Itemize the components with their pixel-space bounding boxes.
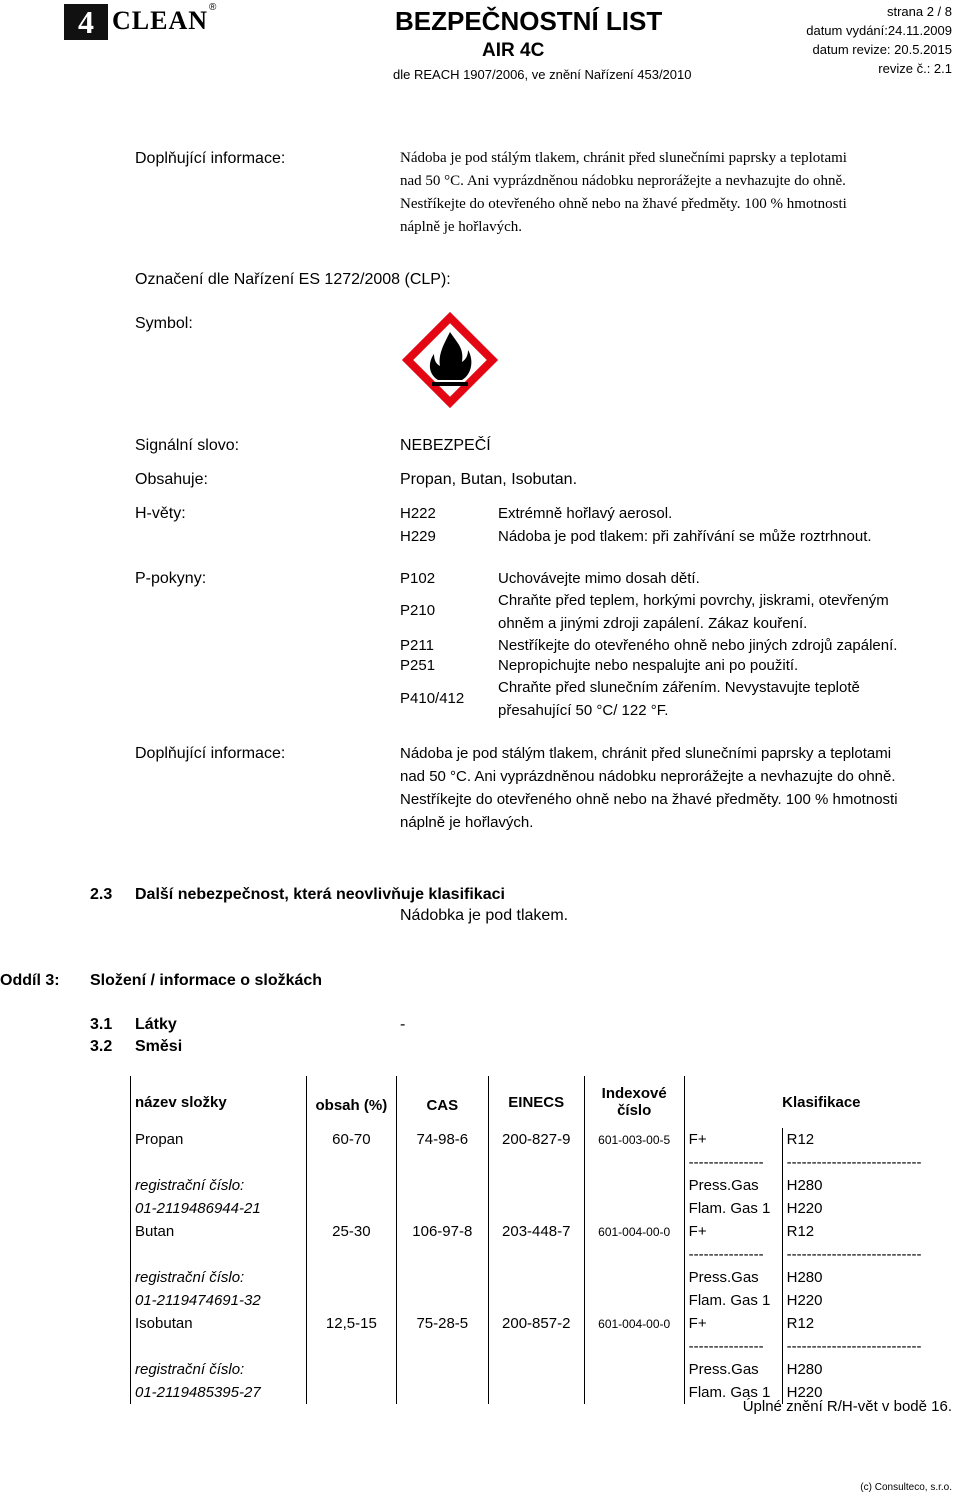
p-code: P211 — [400, 637, 434, 654]
empty-cell — [488, 1243, 584, 1266]
top-info-label: Doplňující informace: — [135, 150, 286, 167]
flame-base — [432, 382, 468, 386]
empty-cell — [306, 1151, 396, 1174]
document-title: BEZPEČNOSTNÍ LIST — [395, 6, 663, 36]
cell-cls-b2: H280 — [782, 1358, 958, 1381]
p-text: přesahující 50 °C/ 122 °F. — [498, 702, 669, 719]
cell-cas: 74-98-6 — [396, 1128, 488, 1151]
h-text: Nádoba je pod tlakem: při zahřívání se může roztrhnout. — [498, 528, 872, 545]
issue-date: datum vydání:24.11.2009 — [806, 23, 952, 38]
empty-cell — [306, 1381, 396, 1404]
cell-dash-a: --------------- — [684, 1151, 782, 1174]
table-footnote: Úplné znění R/H-vět v bodě 16. — [742, 1398, 952, 1415]
empty-cell — [306, 1174, 396, 1197]
empty-cell — [396, 1197, 488, 1220]
empty-cell — [306, 1197, 396, 1220]
empty-cell — [584, 1243, 684, 1266]
empty-cell — [396, 1174, 488, 1197]
registered-mark: ® — [209, 2, 217, 13]
copyright: (c) Consulteco, s.r.o. — [860, 1482, 952, 1493]
empty-cell — [584, 1335, 684, 1358]
section-text: Nádobka je pod tlakem. — [400, 907, 569, 924]
p-text: Nestříkejte do otevřeného ohně nebo jiných zdrojů zapálení. — [498, 637, 898, 654]
h-code: H229 — [400, 528, 436, 545]
cell-index: 601-004-00-0 — [584, 1312, 684, 1335]
regulation-note: dle REACH 1907/2006, ve znění Nařízení 453/2010 — [393, 67, 692, 82]
header-einecs: EINECS — [488, 1076, 584, 1128]
p-code: P251 — [400, 657, 436, 674]
header-index-line2: číslo — [617, 1102, 652, 1119]
table-row — [131, 1220, 959, 1243]
empty-cell — [584, 1358, 684, 1381]
flame-pictogram-icon — [398, 308, 502, 412]
empty-cell — [306, 1243, 396, 1266]
empty-cell — [488, 1381, 584, 1404]
cell-cls-a2: Press.Gas — [684, 1174, 782, 1197]
empty-cell — [488, 1335, 584, 1358]
section-number: 2.3 — [90, 886, 113, 903]
cell-index: 601-004-00-0 — [584, 1220, 684, 1243]
p-text: Chraňte před teplem, horkými povrchy, jiskrami, otevřeným — [498, 592, 889, 609]
p-text: Nepropichujte nebo nespalujte ani po použití. — [498, 657, 799, 674]
composition-table — [130, 1076, 958, 1404]
cell-name: Propan — [131, 1128, 307, 1151]
section-title: Další nebezpečnost, která neovlivňuje klasifikaci — [135, 886, 505, 903]
empty-cell — [488, 1174, 584, 1197]
table-subrow — [131, 1335, 959, 1358]
cell-content: 12,5-15 — [306, 1312, 396, 1335]
empty-cell — [306, 1358, 396, 1381]
top-info-line: Nestříkejte do otevřeného ohně nebo na žhavé předměty. 100 % hmotnosti — [400, 196, 847, 212]
empty-cell — [131, 1151, 307, 1174]
cell-reg-no: 01-2119485395-27 — [131, 1381, 307, 1404]
subsection-number: 3.2 — [90, 1038, 113, 1055]
empty-cell — [396, 1266, 488, 1289]
cell-cls-b3: H220 — [782, 1289, 958, 1312]
empty-cell — [396, 1243, 488, 1266]
table-row — [131, 1312, 959, 1335]
cell-cas: 106-97-8 — [396, 1220, 488, 1243]
info-label: Doplňující informace: — [135, 745, 286, 762]
cell-cls-b3: H220 — [782, 1381, 958, 1404]
cell-cls-b1: R12 — [782, 1312, 958, 1335]
empty-cell — [306, 1289, 396, 1312]
table-subrow — [131, 1197, 959, 1220]
top-info-line: Nádoba je pod stálým tlakem, chránit před slunečními paprsky a teplotami — [400, 150, 847, 166]
clp-heading: Označení dle Nařízení ES 1272/2008 (CLP): — [135, 271, 451, 288]
empty-cell — [584, 1174, 684, 1197]
logo-text: CLEAN — [112, 6, 209, 35]
cell-cls-a1: F+ — [684, 1128, 782, 1151]
empty-cell — [584, 1266, 684, 1289]
cell-index: 601-003-00-5 — [584, 1128, 684, 1151]
signal-word-label: Signální slovo: — [135, 437, 240, 454]
h-text: Extrémně hořlavý aerosol. — [498, 505, 673, 522]
cell-name: Butan — [131, 1220, 307, 1243]
header-content: obsah (%) — [306, 1076, 396, 1128]
h-statements-label: H-věty: — [135, 505, 186, 522]
cell-reg-label: registrační číslo: — [131, 1266, 307, 1289]
cell-einecs: 200-827-9 — [488, 1128, 584, 1151]
header-name: název složky — [131, 1076, 307, 1128]
empty-cell — [396, 1358, 488, 1381]
empty-cell — [131, 1335, 307, 1358]
info-line: nad 50 °C. Ani vyprázdněnou nádobku neprorážejte a nevhazujte do ohně. — [400, 768, 896, 785]
cell-name: Isobutan — [131, 1312, 307, 1335]
revision-number: revize č.: 2.1 — [878, 61, 952, 76]
table-header-row — [131, 1076, 959, 1128]
empty-cell — [584, 1151, 684, 1174]
cell-dash-a: --------------- — [684, 1335, 782, 1358]
top-info-line: nad 50 °C. Ani vyprázdněnou nádobku neprorážejte a nevhazujte do ohně. — [400, 173, 846, 189]
cell-dash-b: --------------------------- — [782, 1335, 958, 1358]
p-code: P210 — [400, 602, 436, 619]
signal-word-value: NEBEZPEČÍ — [400, 437, 491, 454]
revision-date: datum revize: 20.5.2015 — [812, 42, 952, 57]
contains-value: Propan, Butan, Isobutan. — [400, 471, 578, 488]
info-line: náplně je hořlavých. — [400, 814, 534, 831]
cell-cls-b1: R12 — [782, 1128, 958, 1151]
header-cas: CAS — [396, 1076, 488, 1128]
p-statements-label: P-pokyny: — [135, 570, 207, 587]
cell-reg-label: registrační číslo: — [131, 1358, 307, 1381]
section-title: Složení / informace o složkách — [90, 972, 323, 989]
cell-cls-b2: H280 — [782, 1174, 958, 1197]
empty-cell — [584, 1289, 684, 1312]
symbol-label: Symbol: — [135, 315, 193, 332]
empty-cell — [488, 1151, 584, 1174]
table-subrow — [131, 1243, 959, 1266]
cell-cls-a1: F+ — [684, 1220, 782, 1243]
empty-cell — [488, 1358, 584, 1381]
cell-einecs: 200-857-2 — [488, 1312, 584, 1335]
header-index-line1: Indexové — [601, 1085, 667, 1102]
header-index — [584, 1076, 684, 1128]
table-subrow — [131, 1174, 959, 1197]
cell-cls-b2: H280 — [782, 1266, 958, 1289]
section-label: Oddíl 3: — [0, 972, 60, 989]
header-classification: Klasifikace — [684, 1076, 958, 1128]
empty-cell — [396, 1335, 488, 1358]
cell-content: 60-70 — [306, 1128, 396, 1151]
cell-einecs: 203-448-7 — [488, 1220, 584, 1243]
cell-cls-a1: F+ — [684, 1312, 782, 1335]
page-number: strana 2 / 8 — [886, 4, 952, 19]
table-subrow — [131, 1358, 959, 1381]
cell-cls-a3: Flam. Gas 1 — [684, 1197, 782, 1220]
empty-cell — [488, 1266, 584, 1289]
cell-dash-b: --------------------------- — [782, 1243, 958, 1266]
table-subrow — [131, 1289, 959, 1312]
top-info-line: náplně je hořlavých. — [400, 219, 523, 235]
cell-cls-a3: Flam. Gas 1 — [684, 1381, 782, 1404]
p-code: P102 — [400, 570, 436, 587]
cell-cls-b1: R12 — [782, 1220, 958, 1243]
table-subrow — [131, 1266, 959, 1289]
subsection-number: 3.1 — [90, 1016, 113, 1033]
empty-cell — [584, 1381, 684, 1404]
info-line: Nádoba je pod stálým tlakem, chránit před slunečními paprsky a teplotami — [400, 745, 892, 762]
product-name: AIR 4C — [482, 40, 545, 61]
cell-reg-no: 01-2119486944-21 — [131, 1197, 307, 1220]
cell-dash-a: --------------- — [684, 1243, 782, 1266]
contains-label: Obsahuje: — [135, 471, 208, 488]
empty-cell — [584, 1197, 684, 1220]
empty-cell — [131, 1243, 307, 1266]
p-code: P410/412 — [400, 690, 465, 707]
cell-reg-no: 01-2119474691-32 — [131, 1289, 307, 1312]
empty-cell — [488, 1289, 584, 1312]
subsection-value: - — [400, 1016, 406, 1033]
empty-cell — [306, 1266, 396, 1289]
table-subrow — [131, 1151, 959, 1174]
cell-dash-b: --------------------------- — [782, 1151, 958, 1174]
h-code: H222 — [400, 505, 436, 522]
cell-cls-a3: Flam. Gas 1 — [684, 1289, 782, 1312]
logo-mark: 4 — [64, 4, 108, 40]
empty-cell — [396, 1151, 488, 1174]
empty-cell — [488, 1197, 584, 1220]
cell-cls-b3: H220 — [782, 1197, 958, 1220]
cell-content: 25-30 — [306, 1220, 396, 1243]
p-text: Chraňte před slunečním zářením. Nevystavujte teplotě — [498, 679, 860, 696]
subsection-title: Látky — [135, 1016, 177, 1033]
empty-cell — [396, 1381, 488, 1404]
p-text: Uchovávejte mimo dosah dětí. — [498, 570, 700, 587]
info-line: Nestříkejte do otevřeného ohně nebo na žhavé předměty. 100 % hmotnosti — [400, 791, 898, 808]
empty-cell — [396, 1289, 488, 1312]
subsection-title: Směsi — [135, 1038, 183, 1055]
cell-reg-label: registrační číslo: — [131, 1174, 307, 1197]
p-text: ohněm a jinými zdroji zapálení. Zákaz kouření. — [498, 615, 808, 632]
cell-cas: 75-28-5 — [396, 1312, 488, 1335]
cell-cls-a2: Press.Gas — [684, 1266, 782, 1289]
empty-cell — [306, 1335, 396, 1358]
table-row — [131, 1128, 959, 1151]
cell-cls-a2: Press.Gas — [684, 1358, 782, 1381]
